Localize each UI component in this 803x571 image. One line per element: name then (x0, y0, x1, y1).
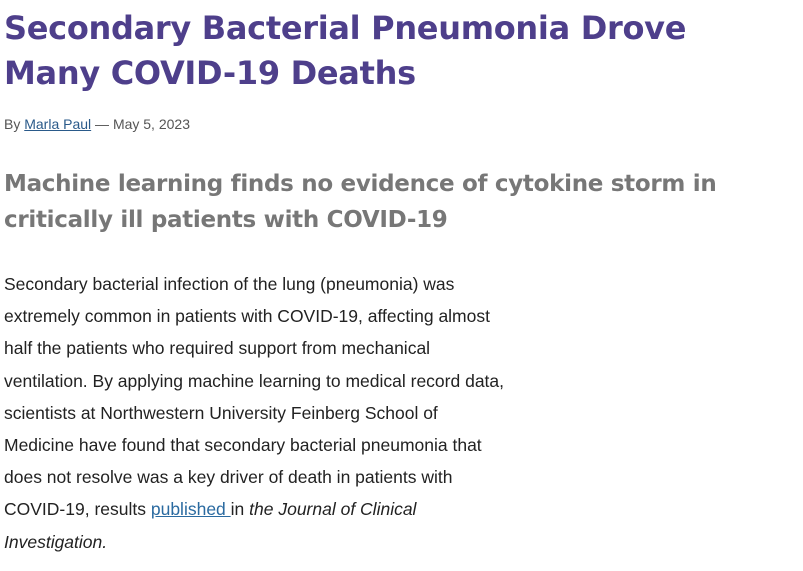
paragraph-text: Secondary bacterial infection of the lung (pneumonia) was extremely common in patients with COVID-19, affecting almost half the patients who required support from mechanical ventilation. By applying machine learning to medical record data, scientists at Northwestern University Feinberg School of Medicine have found that secondary bacterial pneumonia that does not resolve was a key driver of death in patients with COVID-19, results (4, 274, 505, 520)
article (4, 0, 799, 558)
article-paragraph (4, 268, 504, 558)
article-subtitle: Machine learning finds no evidence of cytokine storm in critically ill patients with COVID-19 (4, 171, 717, 233)
paragraph-text-continued: in (230, 499, 250, 520)
author-link[interactable]: Marla Paul (24, 116, 92, 132)
byline (4, 114, 799, 134)
journal-name: the Journal of Clinical Investigation. (4, 499, 417, 552)
byline-separator: — (91, 116, 113, 132)
byline-prefix: By (4, 116, 25, 132)
publish-date: May 5, 2023 (112, 116, 190, 132)
published-link[interactable]: published (150, 499, 231, 520)
article-title: Secondary Bacterial Pneumonia Drove Many COVID-19 Deaths (4, 9, 687, 92)
